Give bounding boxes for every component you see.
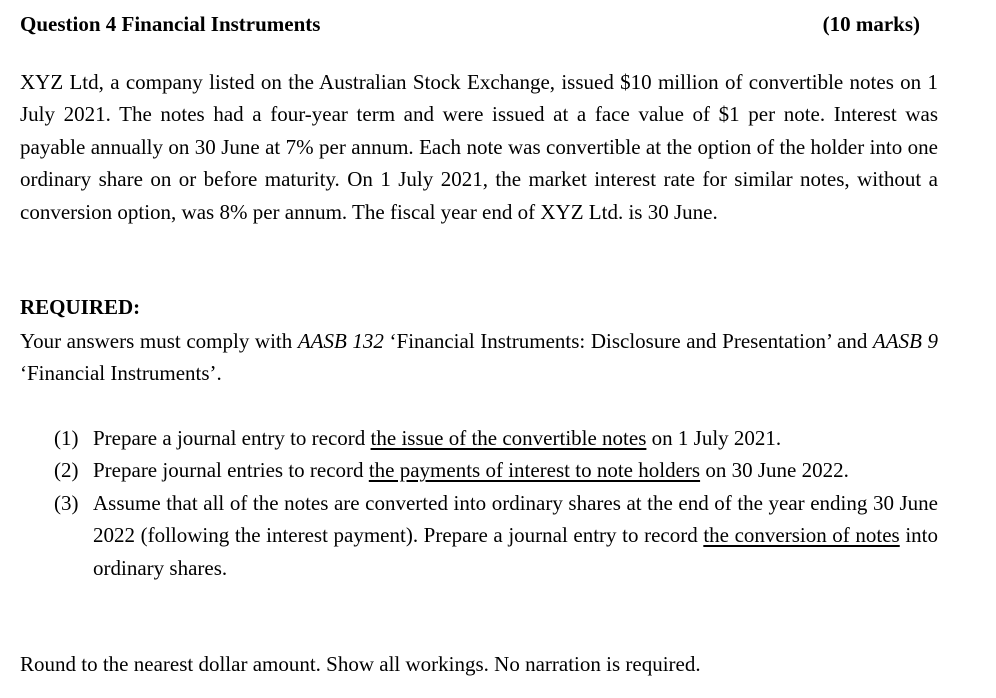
task-text-post: into ordinary shares. — [93, 523, 939, 580]
scenario-paragraph: XYZ Ltd, a company listed on the Australian Stock Exchange, issued $10 million of convertible notes on 1 July 2021. The notes had a four-year term and were issued at a face value of $1 per note. Interest was payable annually on 30 June at 7% per annum. Each note was convertible at the option of the holder into one ordinary share on or before maturity. On 1 July 2021, the market interest rate for similar notes, without a conversion option, was 8% per annum. The fiscal year end of XYZ Ltd. is 30 June. — [20, 70, 938, 224]
task-item-2 — [54, 454, 938, 486]
task-underlined-text: the conversion of notes — [703, 523, 900, 548]
task-text-post: on 30 June 2022. — [700, 458, 849, 483]
required-heading: REQUIRED: — [20, 295, 141, 319]
question-marks: (10 marks) — [822, 12, 920, 36]
question-title: Question 4 Financial Instruments — [20, 12, 321, 36]
task-text-pre: Prepare journal entries to record — [93, 458, 369, 483]
task-number: (2) — [54, 458, 79, 483]
task-item-3 — [54, 487, 938, 584]
required-instructions — [20, 325, 938, 390]
task-list — [54, 422, 938, 584]
standard-aasb132: AASB 132 — [297, 329, 384, 353]
required-text-part-1: Your answers must comply with — [20, 329, 298, 353]
task-underlined-text: the issue of the convertible notes — [370, 426, 647, 450]
required-text-part-2: ‘Financial Instruments: Disclosure and Presentation’ and — [383, 329, 873, 353]
task-text-pre: Prepare a journal entry to record — [93, 426, 371, 450]
required-text-part-3: ‘Financial Instruments’. — [20, 361, 222, 386]
question-header — [20, 12, 940, 44]
footer-instructions: Round to the nearest dollar amount. Show all workings. No narration is required. — [20, 652, 701, 676]
task-number: (3) — [54, 490, 79, 515]
task-text-pre: Assume that all of the notes are converted into ordinary shares at the end of the year ending 30 June 2022 (following the interest payment). Prepare a journal entry to record — [93, 490, 938, 548]
task-item-1 — [54, 422, 938, 454]
task-text-post: on 1 July 2021. — [646, 426, 782, 450]
task-number: (1) — [54, 426, 79, 450]
task-underlined-text: the payments of interest to note holders — [368, 458, 701, 483]
standard-aasb9: AASB 9 — [872, 329, 938, 353]
